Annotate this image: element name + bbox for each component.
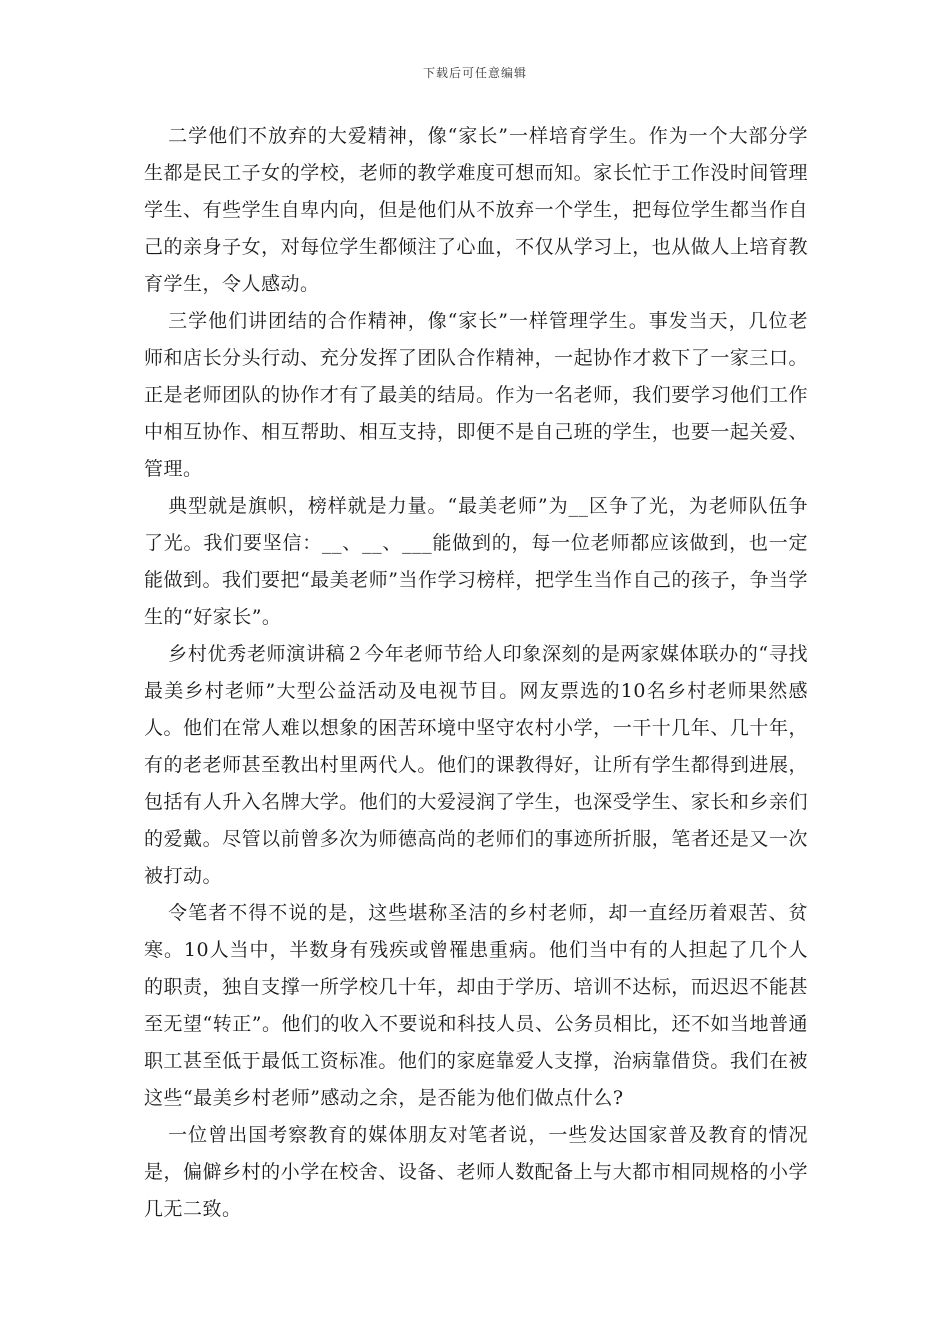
paragraph-media-friend: 一位曾出国考察教育的媒体朋友对笔者说，一些发达国家普及教育的情况是，偏僻乡村的小学在校舍、设备、老师人数配备上与大都市相同规格的小学几无二致。	[144, 1124, 808, 1220]
paragraph-hardship: 令笔者不得不说的是，这些堪称圣洁的乡村老师，却一直经历着艰苦、贫寒。10人当中，半数身有残疾或曾罹患重病。他们当中有的人担起了几个人的职责，独自支撑一所学校几十年，却由于学历、培训不达标，而迟迟不能甚至无望“转正”。他们的收入不要说和科技人员、公务员相比，还不如当地普通职工甚至低于最低工资标准。他们的家庭靠爱人支撑，治病靠借贷。我们在被这些“最美乡村老师”感动之余，是否能为他们做点什么?	[144, 902, 808, 1109]
paragraph-role-model: 典型就是旗帜，榜样就是力量。“最美老师”为__区争了光，为老师队伍争了光。我们要坚信：__、__、___能做到的，每一位老师都应该做到，也一定能做到。我们要把“最美老师”当作学习榜样，把学生当作自己的孩子，争当学生的“好家长”。	[144, 495, 808, 628]
paragraph-third-lesson: 三学他们讲团结的合作精神，像“家长”一样管理学生。事发当天，几位老师和店长分头行动、充分发挥了团队合作精神，一起协作才救下了一家三口。正是老师团队的协作才有了最美的结局。作为一名老师，我们要学习他们工作中相互协作、相互帮助、相互支持，即便不是自己班的学生，也要一起关爱、管理。	[144, 310, 808, 480]
document-body	[144, 118, 808, 1228]
paragraph-second-lesson: 二学他们不放弃的大爱精神，像“家长”一样培育学生。作为一个大部分学生都是民工子女的学校，老师的教学难度可想而知。家长忙于工作没时间管理学生、有些学生自卑内向，但是他们从不放弃一个学生，把每位学生都当作自己的亲身子女，对每位学生都倾注了心血，不仅从学习上，也从做人上培育教育学生，令人感动。	[144, 125, 808, 295]
paragraph-speech-two: 乡村优秀老师演讲稿２今年老师节给人印象深刻的是两家媒体联办的“寻找最美乡村老师”大型公益活动及电视节目。网友票选的10名乡村老师果然感人。他们在常人难以想象的困苦环境中坚守农村小学，一干十几年、几十年，有的老老师甚至教出村里两代人。他们的课教得好，让所有学生都得到进展，包括有人升入名牌大学。他们的大爱浸润了学生，也深受学生、家长和乡亲们的爱戴。尽管以前曾多次为师德高尚的老师们的事迹所折服，笔者还是又一次被打动。	[144, 643, 808, 887]
page-header-note: 下载后可任意编辑	[422, 66, 527, 80]
